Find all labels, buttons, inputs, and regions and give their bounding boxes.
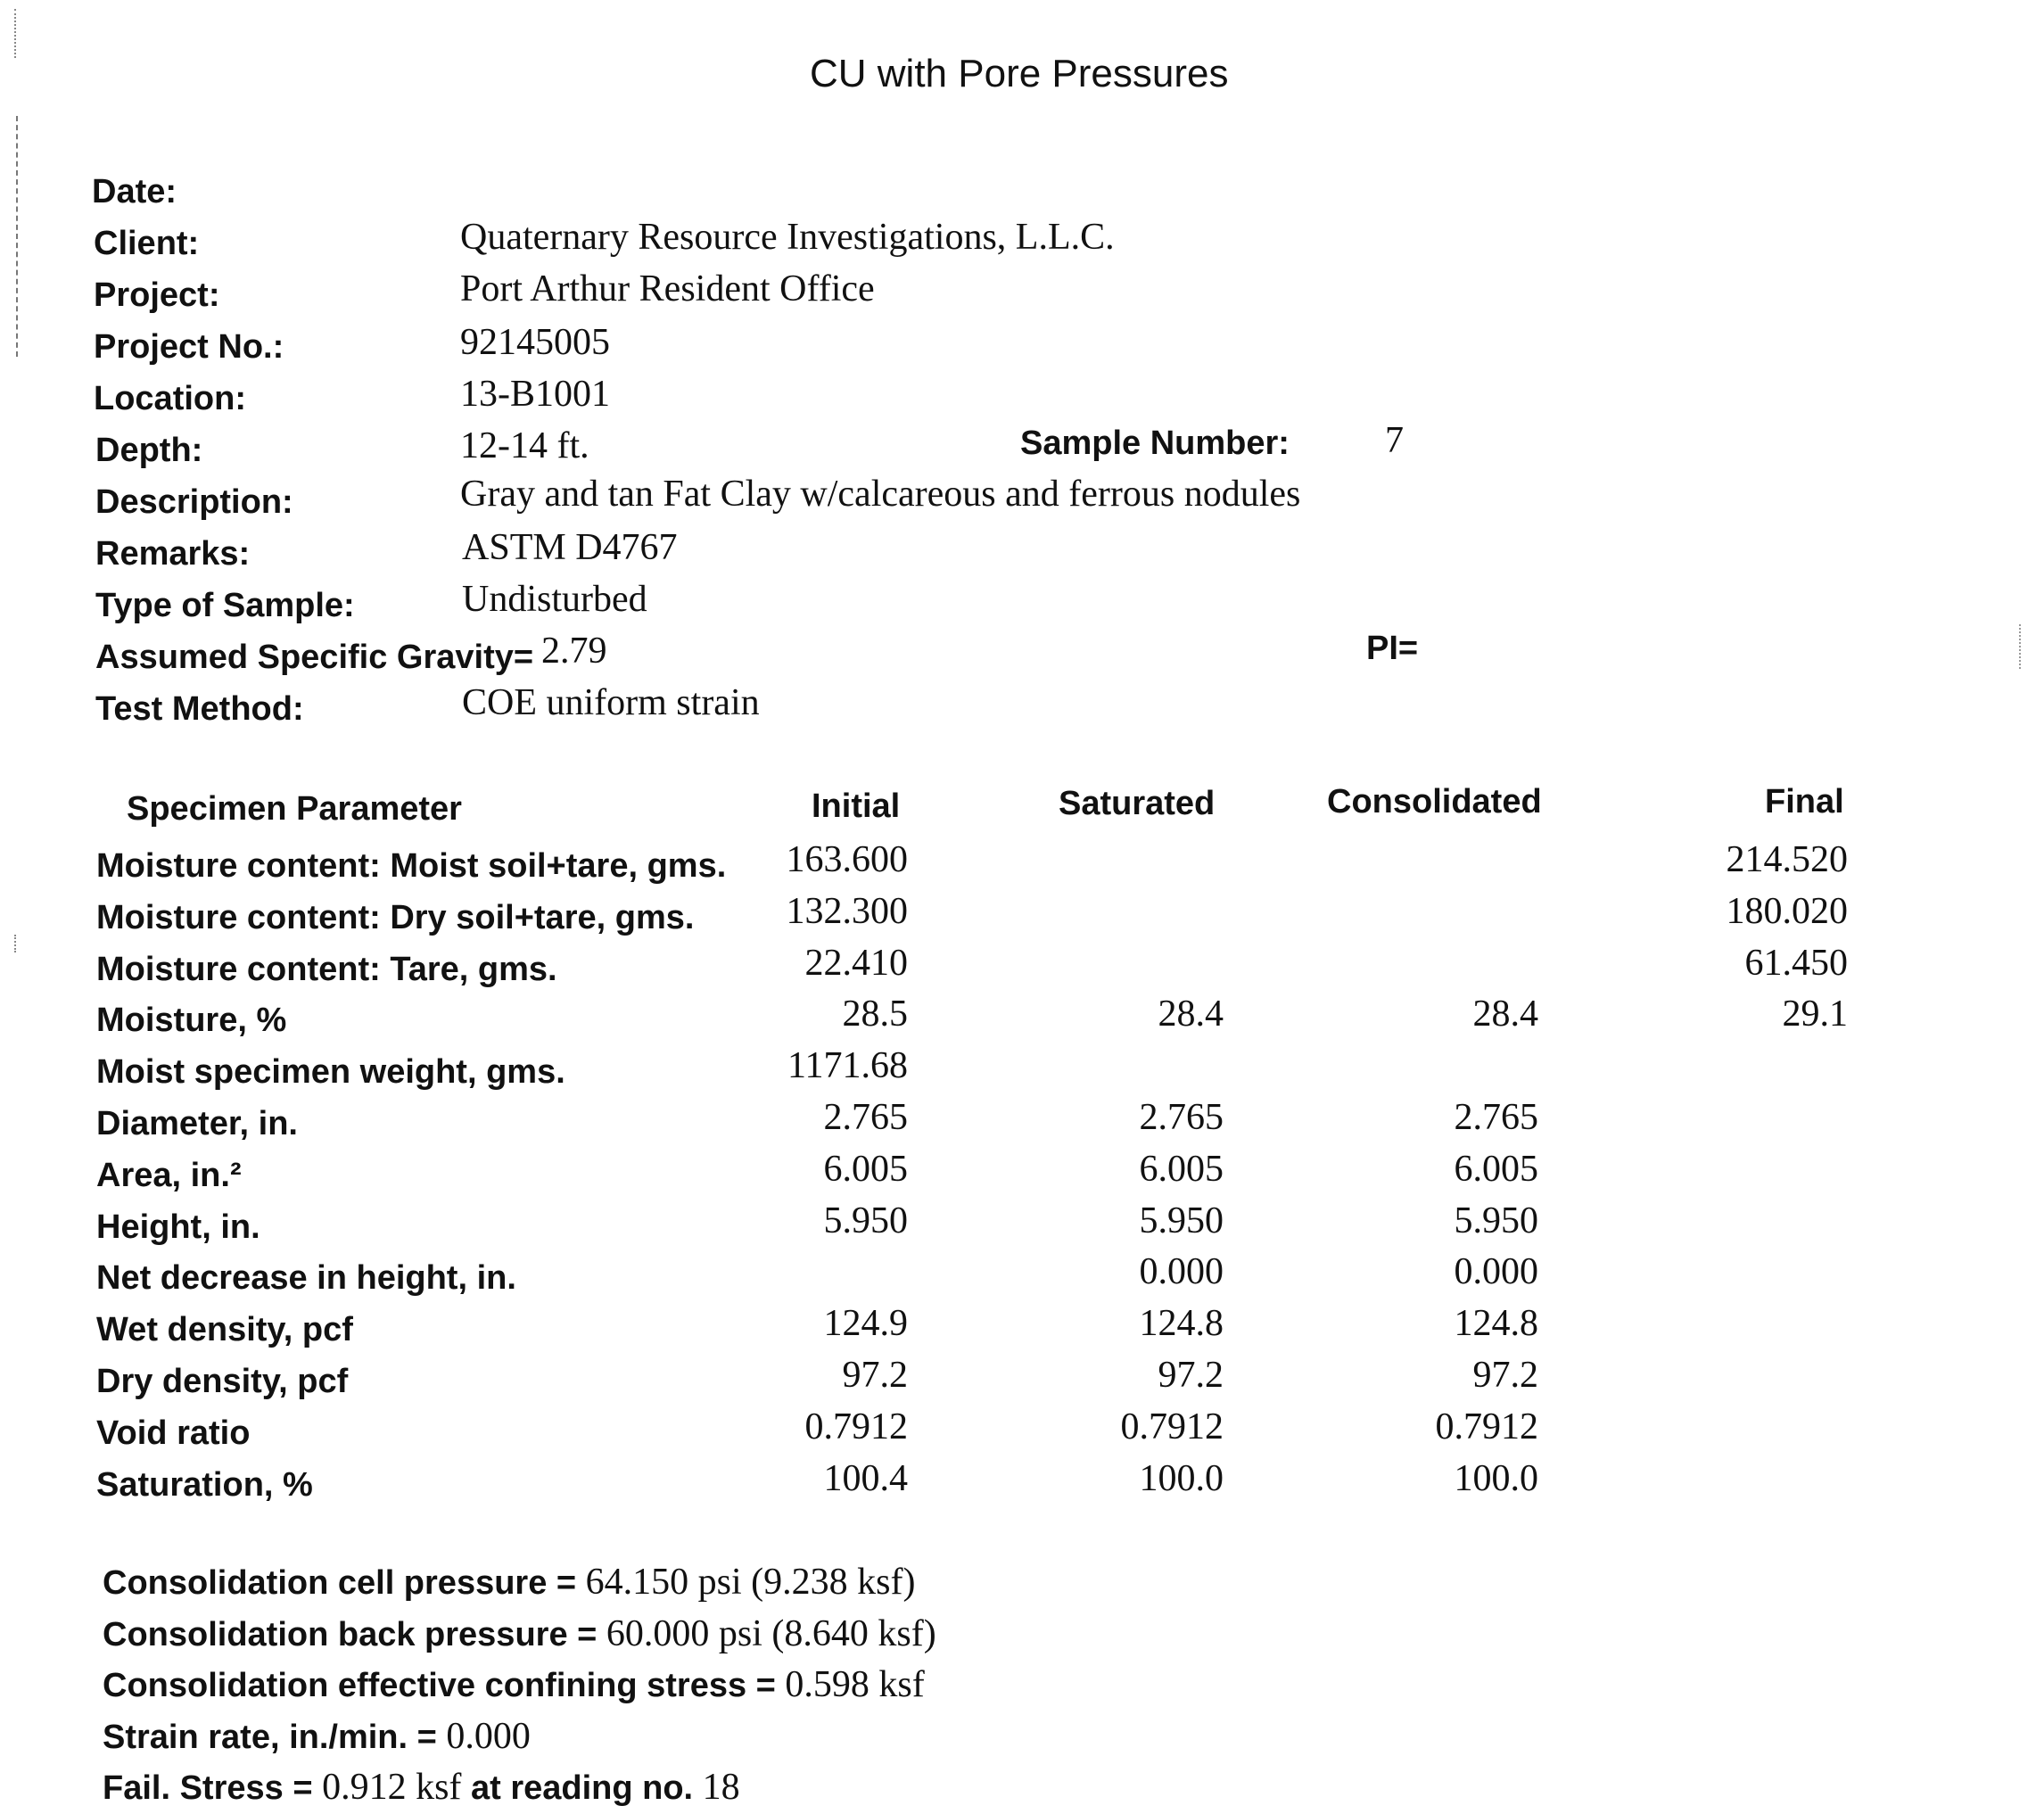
table-cell-final: 180.020 [1726,890,1848,932]
description-label: Description: [95,483,293,521]
cell-pressure-line [103,1561,915,1604]
table-row-parameter: Net decrease in height, in. [96,1259,516,1298]
table-cell-saturated: 2.765 [1139,1097,1224,1138]
table-cell-initial: 6.005 [823,1148,908,1190]
table-cell-final: 61.450 [1744,942,1848,984]
table-cell-consolidated: 124.8 [1454,1303,1538,1345]
specific-gravity-value: 2.79 [541,631,607,672]
back-pressure-value: 60.000 psi (8.640 ksf) [606,1613,936,1654]
column-header-initial: Initial [812,787,901,825]
location-value: 13-B1001 [460,374,610,415]
fail-reading-value: 18 [702,1767,740,1808]
project-no-value: 92145005 [460,322,610,363]
specific-gravity-label: Assumed Specific Gravity= [95,639,534,676]
confining-stress-line [103,1663,925,1706]
fail-reading-label: at reading no. [461,1769,703,1807]
scan-artifact [2019,624,2026,669]
table-cell-initial: 22.410 [804,942,908,984]
table-row-parameter: Area, in.² [96,1156,242,1194]
client-value: Quaternary Resource Investigations, L.L.C. [460,217,1115,258]
strain-rate-value: 0.000 [446,1716,531,1757]
date-label: Date: [92,173,177,210]
table-row-parameter: Moisture content: Tare, gms. [96,950,557,988]
table-cell-initial: 5.950 [823,1200,908,1241]
table-cell-initial: 97.2 [842,1355,908,1396]
table-cell-consolidated: 97.2 [1472,1355,1538,1396]
table-cell-initial: 0.7912 [804,1406,908,1447]
fail-stress-label: Fail. Stress = [103,1769,323,1807]
table-row-parameter: Dry density, pcf [96,1363,349,1400]
table-cell-initial: 100.4 [823,1457,908,1499]
table-row-parameter: Moisture, % [96,1002,287,1040]
table-cell-consolidated: 0.7912 [1435,1406,1538,1447]
table-cell-saturated: 124.8 [1139,1303,1224,1345]
project-value: Port Arthur Resident Office [460,268,875,309]
cell-pressure-value: 64.150 psi (9.238 ksf) [585,1562,916,1603]
sample-number-label: Sample Number: [1020,425,1290,462]
table-row-parameter: Moisture content: Dry soil+tare, gms. [96,898,695,936]
table-cell-saturated: 0.7912 [1120,1406,1224,1447]
table-cell-saturated: 5.950 [1139,1200,1224,1241]
table-row-parameter: Wet density, pcf [96,1311,353,1349]
table-cell-initial: 163.600 [786,839,908,880]
depth-label: Depth: [95,432,203,469]
table-cell-initial: 2.765 [823,1097,908,1138]
remarks-label: Remarks: [95,535,251,573]
strain-rate-label: Strain rate, in./min. = [103,1719,447,1756]
project-no-label: Project No.: [94,328,284,366]
depth-value: 12-14 ft. [460,425,589,466]
column-header-saturated: Saturated [1059,785,1216,822]
fail-stress-line [103,1766,740,1809]
table-cell-saturated: 97.2 [1158,1355,1224,1396]
scan-artifact [14,935,21,952]
table-cell-consolidated: 28.4 [1472,994,1538,1035]
page-title: CU with Pore Pressures [810,52,1229,95]
description-value: Gray and tan Fat Clay w/calcareous and ferrous nodules [460,474,1301,515]
column-header-consolidated: Consolidated [1327,783,1542,820]
cell-pressure-label: Consolidation cell pressure = [103,1564,586,1602]
table-cell-initial: 124.9 [823,1303,908,1345]
table-cell-initial: 1171.68 [787,1045,908,1087]
strain-rate-line [103,1715,531,1758]
table-cell-consolidated: 6.005 [1454,1148,1538,1190]
table-cell-consolidated: 0.000 [1454,1251,1538,1293]
table-row-parameter: Diameter, in. [96,1105,298,1142]
test-method-value: COE uniform strain [462,682,760,723]
table-cell-saturated: 28.4 [1158,994,1224,1035]
table-cell-final: 29.1 [1782,994,1848,1035]
fail-stress-value: 0.912 ksf [322,1767,462,1808]
table-cell-consolidated: 2.765 [1454,1097,1538,1138]
scan-artifact [14,9,20,58]
table-row-parameter: Moisture content: Moist soil+tare, gms. [96,847,727,885]
table-cell-initial: 132.300 [786,890,908,932]
table-cell-final: 214.520 [1726,839,1848,880]
back-pressure-label: Consolidation back pressure = [103,1616,606,1653]
back-pressure-line [103,1612,936,1655]
pi-label: PI= [1366,630,1419,667]
confining-stress-value: 0.598 ksf [785,1664,925,1705]
table-row-parameter: Moist specimen weight, gms. [96,1053,565,1092]
location-label: Location: [94,380,246,417]
test-method-label: Test Method: [95,690,304,728]
scan-artifact [16,116,21,357]
sample-number-value: 7 [1385,420,1404,461]
type-of-sample-label: Type of Sample: [95,587,355,624]
table-row-parameter: Void ratio [96,1414,251,1452]
table-cell-consolidated: 100.0 [1454,1457,1538,1499]
type-of-sample-value: Undisturbed [462,579,647,620]
table-cell-saturated: 0.000 [1139,1251,1224,1293]
remarks-value: ASTM D4767 [462,527,678,568]
table-cell-consolidated: 5.950 [1454,1200,1538,1241]
table-cell-saturated: 6.005 [1139,1148,1224,1190]
table-row-parameter: Saturation, % [96,1465,313,1504]
confining-stress-label: Consolidation effective confining stress = [103,1667,786,1704]
table-cell-saturated: 100.0 [1139,1457,1224,1499]
project-label: Project: [94,276,220,314]
column-header-parameter: Specimen Parameter [127,790,462,828]
table-row-parameter: Height, in. [96,1208,260,1246]
column-header-final: Final [1765,783,1844,820]
client-label: Client: [94,225,200,262]
table-cell-initial: 28.5 [842,994,908,1035]
